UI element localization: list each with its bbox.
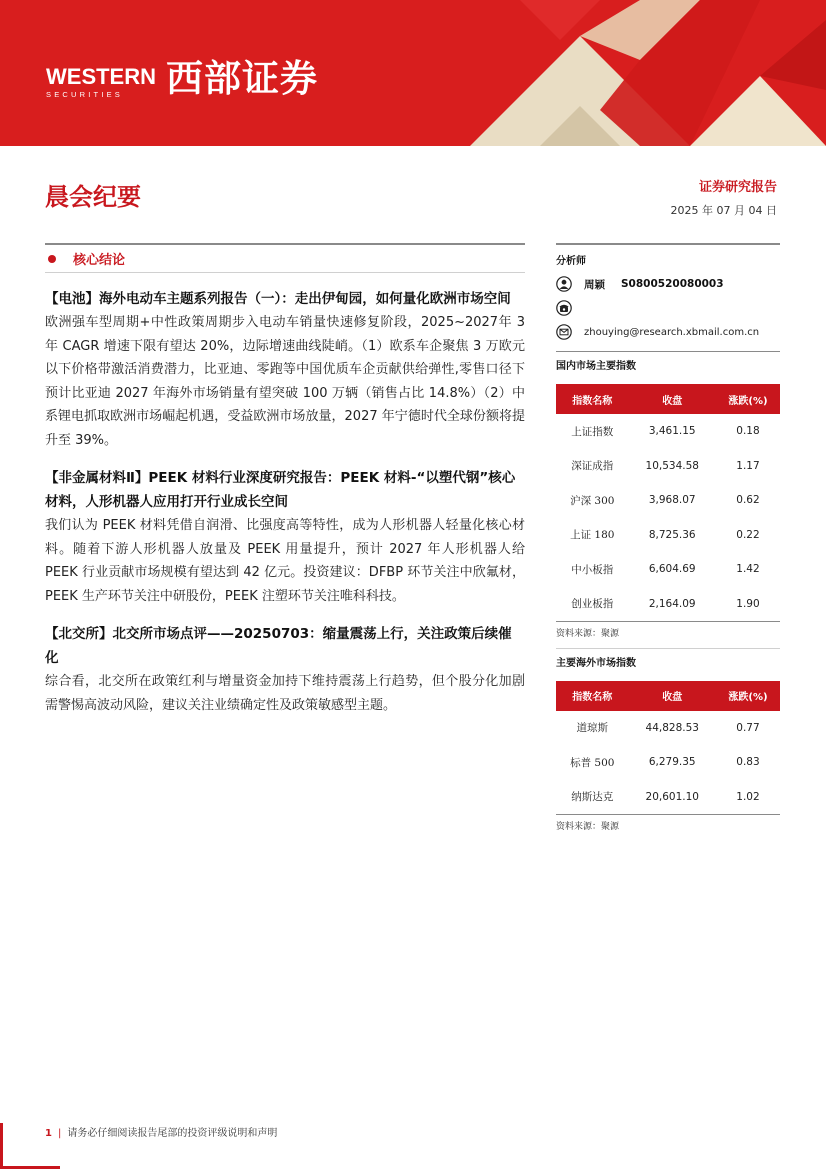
- sidebar-divider: [556, 243, 780, 245]
- index-close: 8,725.36: [648, 528, 696, 541]
- overseas-index-table: [556, 681, 780, 815]
- report-item-body: 我们认为 PEEK 材料凭借自润滑、比强度高等特性，成为人形机器人轻量化核心材料。随着下游人形机器人放量及 PEEK 用量提升，预计 2027 年人形机器人给 PEEK 行业贡献市场规模有望达到 42 亿元。投资建议：DFBP 环节关注中欣氟材，PEEK 生产环节关注中研股份，PEEK 注塑环节关注唯科科技。: [45, 518, 525, 604]
- analyst-name: 周颖: [584, 278, 605, 291]
- analyst-cert-id: S0800520080003: [621, 278, 724, 290]
- page-footer: [45, 1127, 277, 1141]
- index-change: 0.62: [736, 494, 760, 507]
- footer-separator: |: [57, 1128, 62, 1139]
- index-name: 标普 500: [570, 756, 615, 769]
- logo-en-text: WESTERN: [46, 64, 156, 89]
- section-title: 核心结论: [73, 253, 126, 268]
- index-name: 纳斯达克: [556, 780, 629, 815]
- analyst-label: 分析师: [556, 256, 586, 267]
- report-date: 2025 年 07 月 04 日: [670, 204, 777, 217]
- overseas-table-title: 主要海外市场指数: [556, 657, 636, 669]
- report-item-title[interactable]: 【非金属材料Ⅱ】PEEK 材料行业深度研究报告：PEEK 材料-“以塑代钢”核心材料，人形机器人应用打开行业成长空间: [45, 470, 516, 510]
- table-row: [556, 587, 780, 622]
- report-item: [45, 466, 525, 608]
- report-type: 证券研究报告: [698, 180, 777, 195]
- index-change: 0.18: [736, 425, 760, 438]
- index-change: 1.02: [716, 780, 780, 815]
- sidebar: [556, 243, 780, 833]
- table-row: [556, 711, 780, 746]
- footer-disclaimer: 请务必仔细阅读报告尾部的投资评级说明和声明: [67, 1128, 278, 1139]
- index-change: 0.22: [736, 528, 760, 541]
- corner-mark: [0, 1123, 60, 1169]
- table-row: [556, 414, 780, 449]
- table-row: [556, 483, 780, 518]
- col-header-change: 涨跌(%): [716, 681, 780, 711]
- col-header-change: 涨跌(%): [716, 384, 780, 414]
- index-name: 道琼斯: [576, 722, 609, 735]
- index-name: 上证指数: [571, 425, 614, 438]
- logo-western: [46, 66, 158, 99]
- header-banner: [0, 0, 826, 146]
- col-header-close: 收盘: [629, 384, 716, 414]
- col-header-close: 收盘: [629, 681, 716, 711]
- report-item-body: 欧洲强车型周期+中性政策周期步入电动车销量快速修复阶段，2025~2027年 3 年 CAGR 增速下限有望达 20%，边际增速曲线陡峭。（1）欧系车企聚焦 3 万欧元以下价格带激活消费潜力，比亚迪、零跑等中国优质车企贡献供给弹性,零售口径下预计比亚迪 2027 年海外市场销量有望突破 100 万辆（销售占比 14.8%）（2）中系锂电抓取欧洲市场崛起机遇，受益欧洲市场放量，2027 年宁德时代全球份额将提升至 39%。: [45, 315, 525, 448]
- index-name: 上证 180: [570, 529, 615, 542]
- index-close: 3,461.15: [648, 425, 696, 438]
- report-item: [45, 287, 525, 452]
- bullet-icon: [48, 255, 56, 263]
- section-header: [45, 245, 525, 273]
- index-change: 1.42: [736, 563, 760, 576]
- domestic-source: 资料来源：聚源: [556, 628, 620, 639]
- page-title: 晨会纪要: [45, 182, 141, 211]
- page-number: 1: [45, 1128, 52, 1139]
- index-change: 1.17: [736, 459, 760, 472]
- index-close: 20,601.10: [629, 780, 716, 815]
- domestic-index-table: [556, 384, 780, 622]
- report-item-title[interactable]: 【北交所】北交所市场点评——20250703：缩量震荡上行，关注政策后续催化: [45, 626, 512, 666]
- index-close: 6,279.35: [648, 756, 696, 769]
- index-change: 0.77: [736, 721, 760, 734]
- report-item-title[interactable]: 【电池】海外电动车主题系列报告（一）：走出伊甸园，如何量化欧洲市场空间: [45, 291, 511, 307]
- col-header-name: 指数名称: [556, 681, 629, 711]
- table-row: [556, 780, 780, 815]
- index-name: 深证成指: [571, 460, 614, 473]
- analyst-phone-row: [556, 299, 780, 317]
- index-close: 6,604.69: [648, 563, 696, 576]
- sidebar-divider: [556, 351, 780, 352]
- index-close: 10,534.58: [645, 459, 699, 472]
- logo-chinese: 西部证券: [166, 57, 318, 100]
- analyst-name-row: [556, 275, 780, 293]
- logo-en-subtext: SECURITIES: [46, 90, 124, 99]
- email-icon: [556, 324, 572, 340]
- report-item-body: 综合看，北交所在政策红利与增量资金加持下维持震荡上行趋势，但个股分化加剧需警惕高波动风险，建议关注业绩确定性及政策敏感型主题。: [45, 674, 525, 713]
- person-icon: [556, 276, 572, 292]
- index-name: 中小板指: [571, 563, 614, 576]
- index-change: 0.83: [736, 756, 760, 769]
- main-content: [45, 243, 525, 717]
- phone-icon: [556, 300, 572, 316]
- index-change: 1.90: [716, 587, 780, 622]
- table-header-row: [556, 384, 780, 414]
- table-header-row: [556, 681, 780, 711]
- index-close: 3,968.07: [648, 494, 696, 507]
- col-header-name: 指数名称: [556, 384, 629, 414]
- analyst-email-row: [556, 323, 780, 341]
- index-close: 44,828.53: [645, 721, 699, 734]
- overseas-source: 资料来源：聚源: [556, 821, 620, 832]
- index-name: 创业板指: [556, 587, 629, 622]
- index-name: 沪深 300: [570, 494, 615, 507]
- report-item: [45, 622, 525, 717]
- table-row: [556, 745, 780, 780]
- sidebar-divider: [556, 648, 780, 649]
- table-row: [556, 449, 780, 484]
- analyst-email[interactable]: zhouying@research.xbmail.com.cn: [584, 326, 760, 338]
- table-row: [556, 518, 780, 553]
- index-close: 2,164.09: [629, 587, 716, 622]
- domestic-table-title: 国内市场主要指数: [556, 361, 636, 372]
- table-row: [556, 552, 780, 587]
